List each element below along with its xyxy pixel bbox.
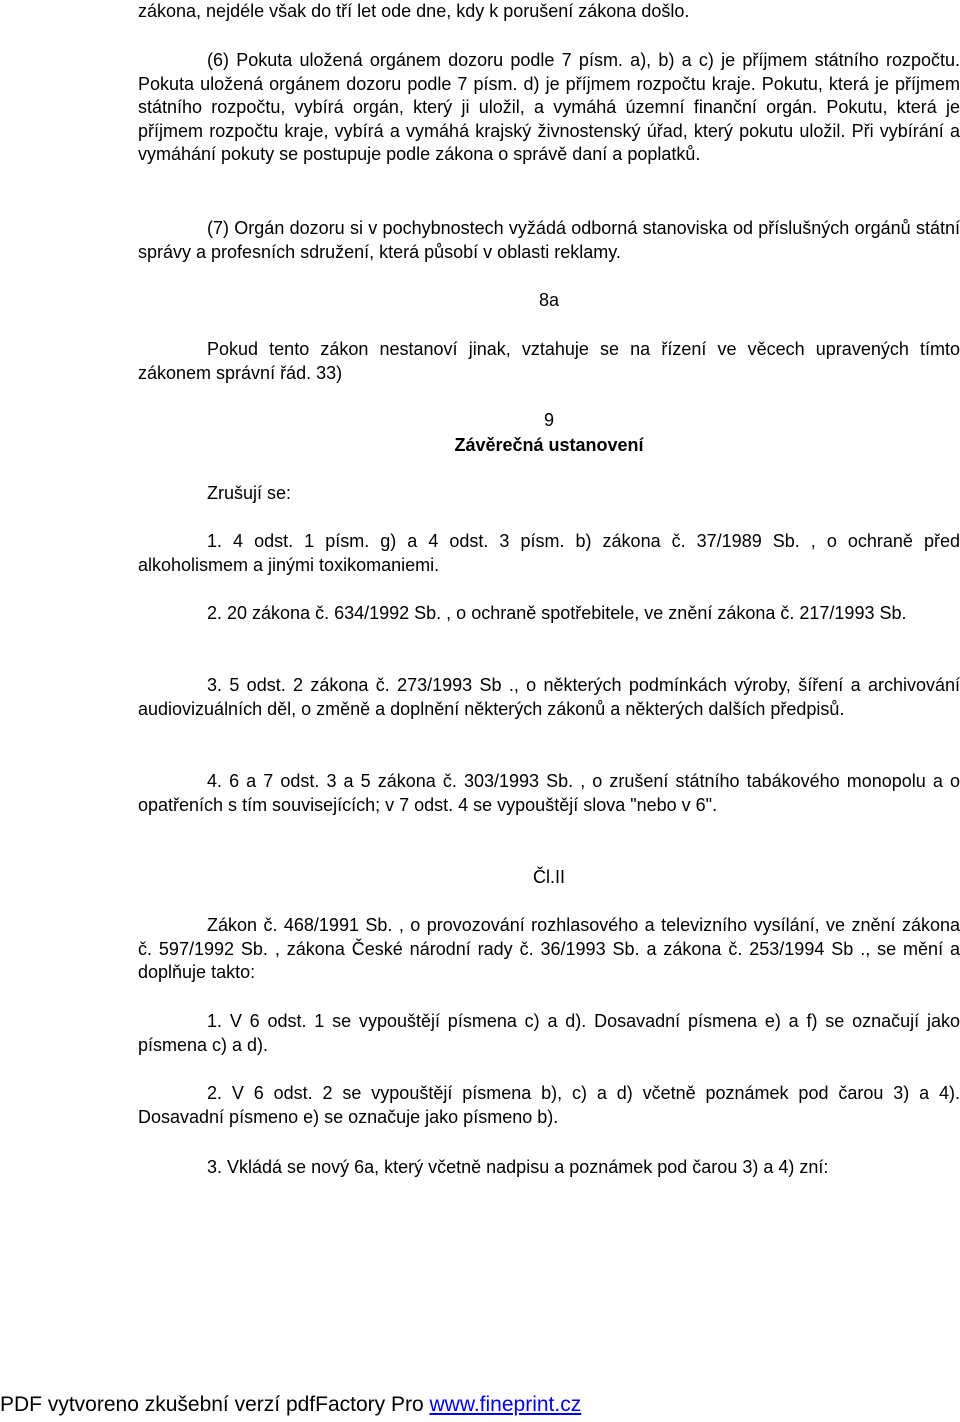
footer-text: PDF vytvoreno zkušební verzí pdfFactory Pro [0, 1393, 430, 1416]
section-8a-heading: 8a [538, 290, 560, 310]
paragraph-top: zákona, nejdéle však do tří let ode dne, kdy k porušení zákona došlo. [138, 1, 690, 21]
amendment-1: 1. V 6 odst. 1 se vypouštějí písmena c) a d). Dosavadní písmena e) a f) se označují jako písmena c) a d). [138, 1011, 960, 1055]
paragraph-6: (6) Pokuta uložená orgánem dozoru podle 7 písm. a), b) a c) je příjmem státního rozpočtu. Pokuta uložená orgánem dozoru podle 7 písm. d) je příjmem rozpočtu kraje. Pokutu, která je příjmem státního rozpočtu, vybírá orgán, který ji uložil, a vymáhá územní finanční orgán. Pokutu, která je příjmem rozpočtu kraje, vybírá a vymáhá krajský živnostenský úřad, který pokutu uložil. Při vybírání a vymáhání pokuty se postupuje podle zákona o správě daní a poplatků. [138, 50, 960, 164]
paragraph-7: (7) Orgán dozoru si v pochybnostech vyžádá odborná stanoviska od příslušných orgánů státní správy a profesních sdružení, která působí v oblasti reklamy. [138, 218, 960, 262]
section-9-title: Závěrečná ustanovení [454, 435, 644, 455]
paragraph-zakon: Zákon č. 468/1991 Sb. , o provozování rozhlasového a televizního vysílání, ve znění zákona č. 597/1992 Sb. , zákona České národní rady č. 36/1993 Sb. a zákona č. 253/1994 Sb ., se mění a doplňuje takto: [138, 915, 960, 982]
paragraph-8a: Pokud tento zákon nestanoví jinak, vztahuje se na řízení ve věcech upravených tímto zákonem správní řád. 33) [138, 339, 960, 383]
footer-link[interactable]: www.fineprint.cz [429, 1393, 582, 1416]
article-2-heading: Čl.II [532, 867, 565, 887]
section-9-heading: 9 [543, 410, 554, 430]
pdf-footer [0, 1391, 581, 1419]
amendment-3: 3. Vkládá se nový 6a, který včetně nadpisu a poznámek pod čarou 3) a 4) zní: [207, 1157, 829, 1177]
repeal-item-4: 4. 6 a 7 odst. 3 a 5 zákona č. 303/1993 Sb. , o zrušení státního tabákového monopolu a o opatřeních s tím souvisejících; v 7 odst. 4 se vypouštějí slova "nebo v 6". [138, 771, 960, 815]
repeal-item-1: 1. 4 odst. 1 písm. g) a 4 odst. 3 písm. b) zákona č. 37/1989 Sb. , o ochraně před alkoholismem a jinými toxikomaniemi. [138, 531, 960, 575]
amendment-2: 2. V 6 odst. 2 se vypouštějí písmena b), c) a d) včetně poznámek pod čarou 3) a 4). Dosavadní písmeno e) se označuje jako písmeno b). [138, 1083, 960, 1127]
repeal-item-3: 3. 5 odst. 2 zákona č. 273/1993 Sb ., o některých podmínkách výroby, šíření a archivování audiovizuálních děl, o změně a doplnění některých zákonů a některých dalších předpisů. [138, 675, 960, 719]
repeal-label: Zrušují se: [207, 483, 292, 503]
repeal-item-2: 2. 20 zákona č. 634/1992 Sb. , o ochraně spotřebitele, ve znění zákona č. 217/1993 Sb. [207, 603, 907, 623]
